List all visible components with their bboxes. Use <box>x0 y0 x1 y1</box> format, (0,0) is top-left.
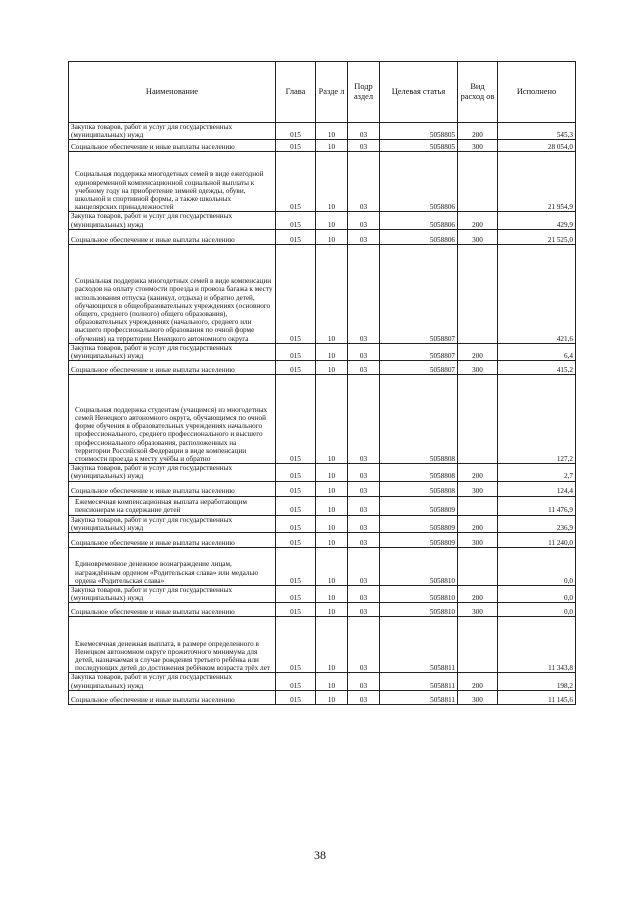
cell-name: Закупка товаров, работ и услуг для государственных (муниципальных) нужд <box>69 212 276 229</box>
cell-name: Социальное обеспечение и иные выплаты населению <box>69 140 276 152</box>
cell-glava: 015 <box>276 140 316 152</box>
table-row <box>69 123 576 140</box>
cell-vid: 300 <box>458 690 498 704</box>
table-header-row <box>69 62 576 123</box>
cell-name: Закупка товаров, работ и услуг для государственных (муниципальных) нужд <box>69 343 276 360</box>
cell-razdel: 10 <box>316 481 348 496</box>
cell-target: 5058807 <box>380 244 458 343</box>
header-glava: Глава <box>276 62 316 123</box>
cell-vid <box>458 617 498 673</box>
cell-amount: 415,2 <box>498 361 576 375</box>
cell-glava: 015 <box>276 690 316 704</box>
cell-target: 5058806 <box>380 152 458 212</box>
cell-name: Закупка товаров, работ и услуг для государственных (муниципальных) нужд <box>69 464 276 481</box>
cell-razdel: 10 <box>316 375 348 464</box>
cell-glava: 015 <box>276 548 316 586</box>
cell-target: 5058807 <box>380 343 458 360</box>
cell-amount: 0,0 <box>498 586 576 603</box>
cell-podrazdel: 03 <box>348 603 380 617</box>
cell-podrazdel: 03 <box>348 548 380 586</box>
cell-target: 5058809 <box>380 515 458 532</box>
cell-razdel: 10 <box>316 343 348 360</box>
table-row <box>69 229 576 244</box>
cell-amount: 2,7 <box>498 464 576 481</box>
cell-razdel: 10 <box>316 496 348 515</box>
cell-vid: 300 <box>458 481 498 496</box>
table-row <box>69 481 576 496</box>
cell-amount: 545,3 <box>498 123 576 140</box>
cell-vid: 300 <box>458 229 498 244</box>
header-executed: Исполнено <box>498 62 576 123</box>
cell-target: 5058808 <box>380 481 458 496</box>
cell-podrazdel: 03 <box>348 123 380 140</box>
cell-vid: 300 <box>458 140 498 152</box>
cell-glava: 015 <box>276 586 316 603</box>
cell-vid: 200 <box>458 343 498 360</box>
cell-amount: 21 525,0 <box>498 229 576 244</box>
cell-podrazdel: 03 <box>348 481 380 496</box>
table-row <box>69 548 576 586</box>
table-row <box>69 140 576 152</box>
cell-target: 5058806 <box>380 212 458 229</box>
cell-podrazdel: 03 <box>348 496 380 515</box>
header-target: Целевая статья <box>380 62 458 123</box>
cell-target: 5058805 <box>380 123 458 140</box>
cell-podrazdel: 03 <box>348 375 380 464</box>
cell-name: Закупка товаров, работ и услуг для государственных (муниципальных) нужд <box>69 673 276 690</box>
header-name: Наименование <box>69 62 276 123</box>
cell-glava: 015 <box>276 212 316 229</box>
cell-vid <box>458 152 498 212</box>
cell-glava: 015 <box>276 464 316 481</box>
cell-podrazdel: 03 <box>348 464 380 481</box>
cell-target: 5058808 <box>380 375 458 464</box>
table-row <box>69 533 576 548</box>
cell-name: Социальная поддержка многодетных семей в виде компенсации расходов на оплату стоимости проезда и провоза багажа к месту использования отпуска (каникул, отдыха) и обратно детей, обучающихся в общеобразовательных учреждениях (основного общего, среднего (полного) общего образования), образовательных учреждениях (начального, среднего или высшего профессионального образования по очной форме обучения) на территории Ненецкого автономного округа <box>69 244 276 343</box>
table-row <box>69 244 576 343</box>
cell-glava: 015 <box>276 244 316 343</box>
cell-glava: 015 <box>276 496 316 515</box>
cell-name: Социальное обеспечение и иные выплаты населению <box>69 690 276 704</box>
cell-podrazdel: 03 <box>348 140 380 152</box>
cell-podrazdel: 03 <box>348 212 380 229</box>
cell-glava: 015 <box>276 481 316 496</box>
cell-amount: 421,6 <box>498 244 576 343</box>
cell-name: Ежемесячная денежная выплата, в размере определенного в Ненецком автономном округе прожиточного минимума для детей, назначаемая в случае рождения третьего ребёнка или последующих детей до достижения ребёнком возраста трёх лет <box>69 617 276 673</box>
cell-target: 5058810 <box>380 548 458 586</box>
cell-podrazdel: 03 <box>348 152 380 212</box>
cell-glava: 015 <box>276 515 316 532</box>
cell-target: 5058810 <box>380 586 458 603</box>
cell-target: 5058805 <box>380 140 458 152</box>
cell-target: 5058808 <box>380 464 458 481</box>
cell-razdel: 10 <box>316 673 348 690</box>
cell-name: Социальное обеспечение и иные выплаты населению <box>69 533 276 548</box>
cell-target: 5058810 <box>380 603 458 617</box>
cell-amount: 0,0 <box>498 548 576 586</box>
cell-podrazdel: 03 <box>348 617 380 673</box>
cell-target: 5058806 <box>380 229 458 244</box>
cell-amount: 127,2 <box>498 375 576 464</box>
cell-name: Социальная поддержка студентам (учащимся) из многодетных семей Ненецкого автономного округа, обучающимся по очной форме обучения в образовательных учреждениях начального профессионального, среднего профессионального и высшего профессионального образования, расположенных на территории Российской Федерации в виде компенсации стоимости проезда к месту учёбы и обратно <box>69 375 276 464</box>
table-row <box>69 464 576 481</box>
cell-razdel: 10 <box>316 140 348 152</box>
table-row <box>69 586 576 603</box>
cell-glava: 015 <box>276 361 316 375</box>
table-row <box>69 603 576 617</box>
cell-glava: 015 <box>276 673 316 690</box>
cell-amount: 124,4 <box>498 481 576 496</box>
cell-razdel: 10 <box>316 533 348 548</box>
cell-razdel: 10 <box>316 515 348 532</box>
table-row <box>69 212 576 229</box>
cell-name: Закупка товаров, работ и услуг для государственных (муниципальных) нужд <box>69 586 276 603</box>
header-vid: Вид расход ов <box>458 62 498 123</box>
cell-name: Ежемесячная компенсационная выплата неработающим пенсионерам на содержание детей <box>69 496 276 515</box>
table-row <box>69 673 576 690</box>
table-row <box>69 515 576 532</box>
cell-razdel: 10 <box>316 464 348 481</box>
table-row <box>69 375 576 464</box>
cell-podrazdel: 03 <box>348 361 380 375</box>
cell-name: Закупка товаров, работ и услуг для государственных (муниципальных) нужд <box>69 515 276 532</box>
cell-glava: 015 <box>276 617 316 673</box>
cell-vid: 300 <box>458 603 498 617</box>
cell-podrazdel: 03 <box>348 586 380 603</box>
header-podrazdel: Подр аздел <box>348 62 380 123</box>
cell-glava: 015 <box>276 343 316 360</box>
cell-razdel: 10 <box>316 548 348 586</box>
cell-target: 5058809 <box>380 496 458 515</box>
header-razdel: Разде л <box>316 62 348 123</box>
cell-glava: 015 <box>276 123 316 140</box>
cell-vid <box>458 496 498 515</box>
cell-razdel: 10 <box>316 212 348 229</box>
cell-podrazdel: 03 <box>348 673 380 690</box>
table-row <box>69 361 576 375</box>
cell-glava: 015 <box>276 152 316 212</box>
cell-name: Социальное обеспечение и иные выплаты населению <box>69 229 276 244</box>
cell-amount: 6,4 <box>498 343 576 360</box>
cell-vid: 200 <box>458 515 498 532</box>
cell-podrazdel: 03 <box>348 690 380 704</box>
table-row <box>69 617 576 673</box>
cell-amount: 198,2 <box>498 673 576 690</box>
cell-glava: 015 <box>276 375 316 464</box>
cell-glava: 015 <box>276 229 316 244</box>
table-row <box>69 152 576 212</box>
cell-amount: 11 343,8 <box>498 617 576 673</box>
cell-razdel: 10 <box>316 603 348 617</box>
cell-razdel: 10 <box>316 244 348 343</box>
cell-target: 5058807 <box>380 361 458 375</box>
table-row <box>69 690 576 704</box>
table-row <box>69 496 576 515</box>
cell-amount: 21 954,9 <box>498 152 576 212</box>
cell-name: Социальная поддержка многодетных семей в виде ежегодной единовременной компенсационной социальной выплаты к учебному году на приобретение зимней одежды, обуви, школьной и спортивной формы, а также школьных канцелярских принадлежностей <box>69 152 276 212</box>
cell-vid <box>458 244 498 343</box>
cell-razdel: 10 <box>316 586 348 603</box>
cell-podrazdel: 03 <box>348 343 380 360</box>
cell-target: 5058811 <box>380 617 458 673</box>
cell-vid: 200 <box>458 464 498 481</box>
budget-table <box>68 61 576 705</box>
cell-amount: 11 145,6 <box>498 690 576 704</box>
table-row <box>69 343 576 360</box>
cell-amount: 236,9 <box>498 515 576 532</box>
cell-vid: 300 <box>458 533 498 548</box>
cell-vid: 200 <box>458 212 498 229</box>
cell-amount: 429,9 <box>498 212 576 229</box>
cell-name: Единовременное денежное вознаграждение лицам, награждённым орденом «Родительская слава» или медалью ордена «Родительская слава» <box>69 548 276 586</box>
cell-name: Социальное обеспечение и иные выплаты населению <box>69 361 276 375</box>
cell-target: 5058809 <box>380 533 458 548</box>
cell-amount: 28 054,0 <box>498 140 576 152</box>
cell-glava: 015 <box>276 603 316 617</box>
cell-amount: 11 240,0 <box>498 533 576 548</box>
cell-vid <box>458 375 498 464</box>
cell-razdel: 10 <box>316 690 348 704</box>
cell-podrazdel: 03 <box>348 533 380 548</box>
cell-razdel: 10 <box>316 152 348 212</box>
cell-amount: 11 476,9 <box>498 496 576 515</box>
cell-podrazdel: 03 <box>348 515 380 532</box>
cell-podrazdel: 03 <box>348 244 380 343</box>
cell-vid: 200 <box>458 673 498 690</box>
cell-name: Закупка товаров, работ и услуг для государственных (муниципальных) нужд <box>69 123 276 140</box>
cell-vid: 300 <box>458 361 498 375</box>
cell-vid <box>458 548 498 586</box>
cell-target: 5058811 <box>380 690 458 704</box>
cell-vid: 200 <box>458 586 498 603</box>
page-number: 38 <box>314 848 326 862</box>
cell-glava: 015 <box>276 533 316 548</box>
cell-razdel: 10 <box>316 361 348 375</box>
cell-razdel: 10 <box>316 123 348 140</box>
cell-name: Социальное обеспечение и иные выплаты населению <box>69 603 276 617</box>
cell-amount: 0,0 <box>498 603 576 617</box>
cell-razdel: 10 <box>316 617 348 673</box>
table-body <box>69 123 576 705</box>
cell-target: 5058811 <box>380 673 458 690</box>
cell-vid: 200 <box>458 123 498 140</box>
cell-razdel: 10 <box>316 229 348 244</box>
cell-name: Социальное обеспечение и иные выплаты населению <box>69 481 276 496</box>
cell-podrazdel: 03 <box>348 229 380 244</box>
